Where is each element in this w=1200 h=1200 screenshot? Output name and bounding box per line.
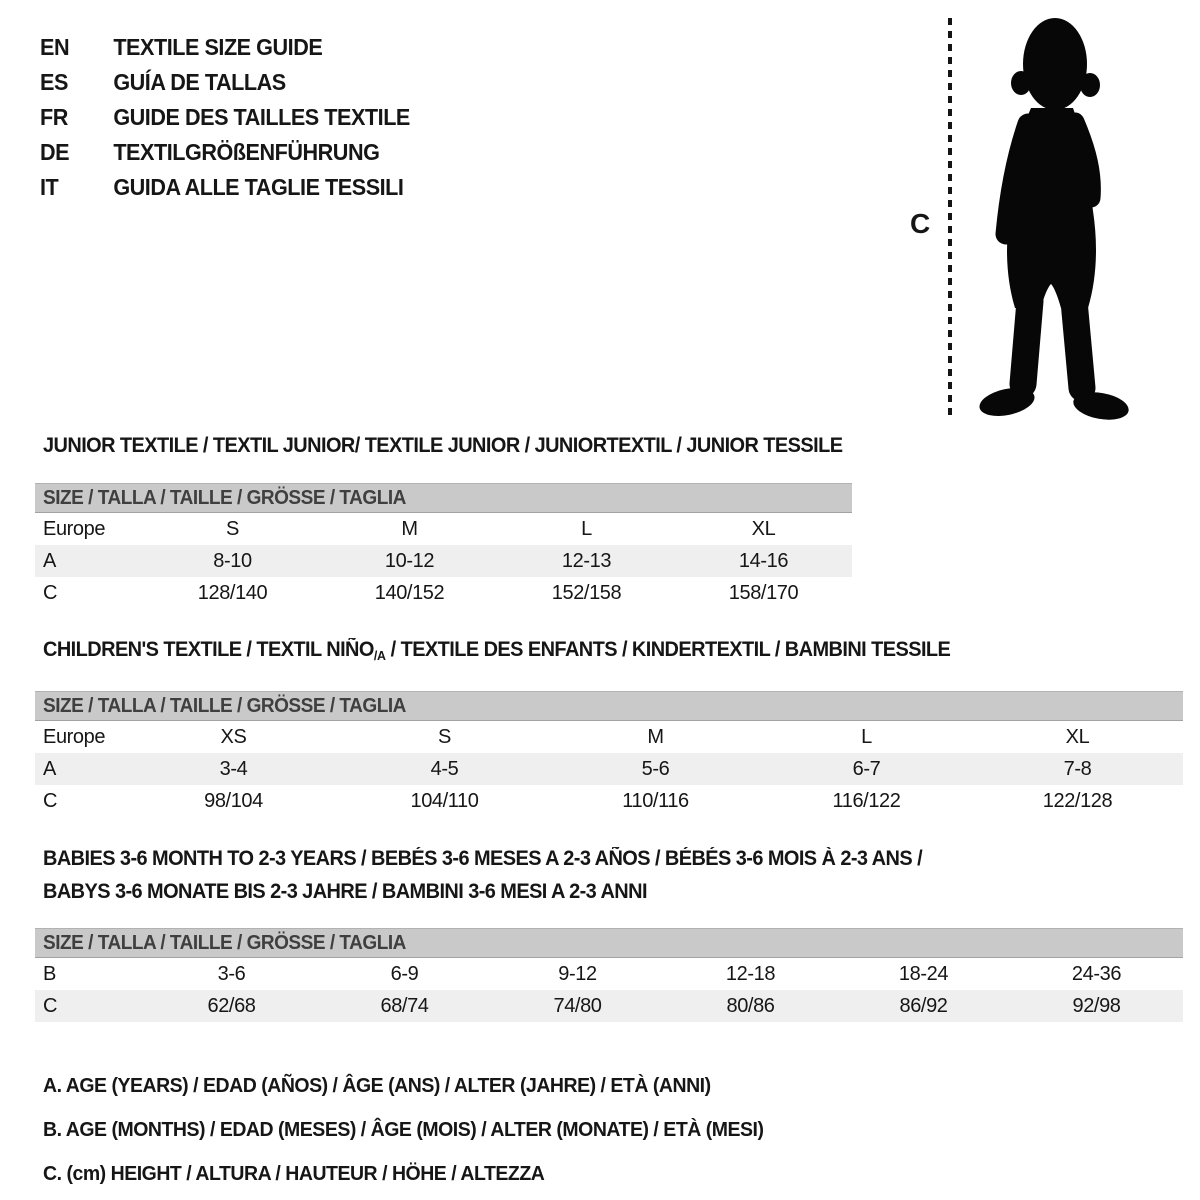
language-row-it xyxy=(40,170,410,205)
size-header-text: SIZE / TALLA / TAILLE / GRÖSSE / TAGLIA xyxy=(43,486,406,509)
row-label: C xyxy=(43,581,58,604)
region-label: Europe xyxy=(43,517,106,540)
table-cell: 86/92 xyxy=(899,994,948,1017)
column-header: S xyxy=(226,517,239,540)
children-title-suffix: / TEXTILE DES ENFANTS / KINDERTEXTIL / BAMBINI TESSILE xyxy=(385,638,951,661)
table-cell: 74/80 xyxy=(553,994,602,1017)
babies-title-line2: BABYS 3-6 MONATE BIS 2-3 JAHRE / BAMBINI 3-6 MESI A 2-3 ANNI xyxy=(43,880,647,903)
table-cell: 12-13 xyxy=(561,549,612,572)
table-cell: 68/74 xyxy=(380,994,429,1017)
legend-line-c: C. (cm) HEIGHT / ALTURA / HAUTEUR / HÖHE / ALTEZZA xyxy=(43,1162,545,1185)
table-cell: 10-12 xyxy=(384,549,435,572)
column-header: L xyxy=(861,725,872,748)
language-label: GUIDA ALLE TAGLIE TESSILI xyxy=(113,174,404,200)
size-header-bar xyxy=(35,483,852,513)
size-header-bar xyxy=(35,928,1183,958)
language-row-fr xyxy=(40,100,410,135)
children-title-subscript: /A xyxy=(373,648,386,663)
table-cell: 3-6 xyxy=(217,962,246,985)
table-row-c xyxy=(35,785,1183,817)
column-header: M xyxy=(647,725,664,748)
table-cell: 8-10 xyxy=(213,549,252,572)
table-cell: 128/140 xyxy=(197,581,268,604)
table-cell: 92/98 xyxy=(1072,994,1121,1017)
legend xyxy=(43,1064,801,1196)
table-cell: 116/122 xyxy=(832,789,901,812)
region-label: Europe xyxy=(43,725,106,748)
language-label: TEXTILE SIZE GUIDE xyxy=(113,34,323,60)
babies-section-title xyxy=(43,842,922,908)
table-header-row xyxy=(35,513,852,545)
language-code: DE xyxy=(40,139,70,165)
column-header: S xyxy=(438,725,451,748)
table-cell: 158/170 xyxy=(728,581,799,604)
table-cell: 6-9 xyxy=(390,962,419,985)
language-code: FR xyxy=(40,104,68,130)
language-row-en xyxy=(40,30,410,65)
table-row-a xyxy=(35,753,1183,785)
column-header: XS xyxy=(220,725,247,748)
table-cell: 12-18 xyxy=(725,962,776,985)
size-header-bar xyxy=(35,691,1183,721)
table-cell: 122/128 xyxy=(1042,789,1113,812)
language-label: TEXTILGRÖßENFÜHRUNG xyxy=(113,139,380,165)
table-cell: 152/158 xyxy=(551,581,622,604)
table-cell: 14-16 xyxy=(738,549,789,572)
table-cell: 98/104 xyxy=(204,789,263,812)
table-cell: 18-24 xyxy=(898,962,949,985)
row-label: C xyxy=(43,789,58,812)
babies-title-line1: BABIES 3-6 MONTH TO 2-3 YEARS / BEBÉS 3-6 MESES A 2-3 AÑOS / BÉBÉS 3-6 MOIS À 2-3 ANS / xyxy=(43,847,923,870)
column-header: XL xyxy=(1065,725,1090,748)
children-size-table xyxy=(35,691,1183,817)
table-cell: 24-36 xyxy=(1071,962,1122,985)
column-header: M xyxy=(401,517,418,540)
table-row-a xyxy=(35,545,852,577)
table-cell: 9-12 xyxy=(558,962,597,985)
table-header-row xyxy=(35,721,1183,753)
language-code: EN xyxy=(40,34,70,60)
table-row-b xyxy=(35,958,1183,990)
language-label: GUÍA DE TALLAS xyxy=(113,69,286,95)
language-label: GUIDE DES TAILLES TEXTILE xyxy=(113,104,410,130)
table-cell: 5-6 xyxy=(641,757,670,780)
children-section-title xyxy=(43,638,950,662)
row-label: A xyxy=(43,549,56,572)
column-header: L xyxy=(581,517,592,540)
table-row-c xyxy=(35,577,852,609)
table-cell: 6-7 xyxy=(852,757,881,780)
babies-size-table xyxy=(35,928,1183,1022)
children-title-prefix: CHILDREN'S TEXTILE / TEXTIL NIÑO xyxy=(43,638,374,661)
table-cell: 3-4 xyxy=(219,757,248,780)
size-header-text: SIZE / TALLA / TAILLE / GRÖSSE / TAGLIA xyxy=(43,931,406,954)
table-cell: 4-5 xyxy=(430,757,459,780)
junior-section-title: JUNIOR TEXTILE / TEXTIL JUNIOR/ TEXTILE JUNIOR / JUNIORTEXTIL / JUNIOR TESSILE xyxy=(43,434,843,457)
language-row-de xyxy=(40,135,410,170)
height-measure-dashed-line xyxy=(948,18,952,416)
language-header xyxy=(40,30,434,205)
table-cell: 62/68 xyxy=(207,994,256,1017)
table-cell: 140/152 xyxy=(374,581,445,604)
size-header-text: SIZE / TALLA / TAILLE / GRÖSSE / TAGLIA xyxy=(43,694,406,717)
language-code: IT xyxy=(40,174,59,200)
baby-silhouette-icon xyxy=(965,16,1137,420)
junior-size-table xyxy=(35,483,852,609)
table-row-c xyxy=(35,990,1183,1022)
table-cell: 110/116 xyxy=(622,789,689,812)
language-code: ES xyxy=(40,69,68,95)
row-label: A xyxy=(43,757,56,780)
legend-line-a: A. AGE (YEARS) / EDAD (AÑOS) / ÂGE (ANS) / ALTER (JAHRE) / ETÀ (ANNI) xyxy=(43,1074,711,1097)
table-cell: 104/110 xyxy=(410,789,479,812)
height-measure-label: C xyxy=(910,208,930,239)
row-label: B xyxy=(43,962,56,985)
legend-line-b: B. AGE (MONTHS) / EDAD (MESES) / ÂGE (MOIS) / ALTER (MONATE) / ETÀ (MESI) xyxy=(43,1118,764,1141)
row-label: C xyxy=(43,994,58,1017)
table-cell: 80/86 xyxy=(726,994,775,1017)
language-row-es xyxy=(40,65,410,100)
column-header: XL xyxy=(751,517,776,540)
table-cell: 7-8 xyxy=(1063,757,1092,780)
